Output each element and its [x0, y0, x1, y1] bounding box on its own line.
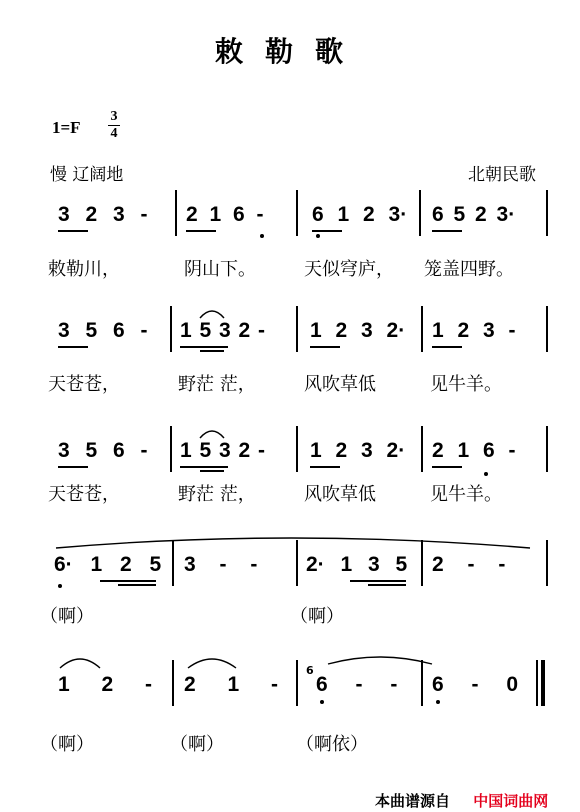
measure-notes: 6 1 2 3· [312, 203, 408, 226]
lyric-line: 天苍苍， [48, 374, 120, 395]
lyric-line: 风吹草低 [304, 484, 376, 505]
measure-notes: 2 1 6 - [432, 439, 516, 462]
lyric-line: 见牛羊。 [430, 484, 502, 505]
measure-notes: 2 1 6 - [186, 203, 264, 226]
lyric-line: （啊） [40, 606, 94, 627]
lyric-line: 见牛羊。 [430, 374, 502, 395]
composer-credit: 北朝民歌 [468, 165, 536, 185]
lyric-line: 阴山下。 [184, 259, 256, 280]
measure-notes: 6 - 0 [432, 673, 519, 696]
lyric-line: 天苍苍， [48, 484, 120, 505]
source-footer [375, 790, 548, 811]
lyric-line: 野茫 茫， [178, 484, 256, 505]
measure-notes: 1 2 3 2· [310, 319, 406, 342]
measure-notes: 2· 1 3 5 [306, 553, 408, 576]
meter-bottom: 4 [110, 126, 118, 141]
song-title: 敕勒歌 [214, 35, 365, 68]
footer-site-link[interactable]: 中国词曲网 [473, 792, 549, 810]
measure-notes: 6 5 2 3· [432, 203, 516, 226]
measure-notes: 1 5 3 2 - [180, 439, 266, 462]
measure-notes: 1 2 3 2· [310, 439, 406, 462]
key-signature: 1=F [52, 118, 81, 137]
lyric-line: （啊） [290, 606, 344, 627]
footer-source: 本曲谱源自 [375, 792, 451, 810]
grace-note: 6 [306, 664, 314, 677]
lyric-line: 风吹草低 [304, 374, 376, 395]
measure-notes: 1 2 - [58, 673, 153, 696]
lyric-line: （啊依） [296, 734, 368, 755]
meter-top: 3 [110, 109, 118, 124]
lyric-line: 笼盖四野。 [424, 259, 514, 280]
measure-notes: 1 2 3 - [432, 319, 516, 342]
measure-notes: 6 - - [316, 673, 398, 696]
measure-notes: 6· 1 2 5 [54, 553, 162, 576]
lyric-line: 天似穹庐， [304, 259, 394, 280]
measure-notes: 3 5 6 - [58, 439, 148, 462]
measure-notes: 3 5 6 - [58, 319, 148, 342]
lyric-line: （啊） [40, 734, 94, 755]
measure-notes: 3 - - [184, 553, 258, 576]
lyric-line: 野茫 茫， [178, 374, 256, 395]
measure-notes: 2 1 - [184, 673, 279, 696]
lyric-line: （啊） [170, 734, 224, 755]
measure-notes: 3 2 3 - [58, 203, 148, 226]
measure-notes: 1 5 3 2 - [180, 319, 266, 342]
tempo-marking: 慢 辽阔地 [50, 165, 124, 185]
measure-notes: 2 - - [432, 553, 506, 576]
lyric-line: 敕勒川， [48, 259, 120, 280]
